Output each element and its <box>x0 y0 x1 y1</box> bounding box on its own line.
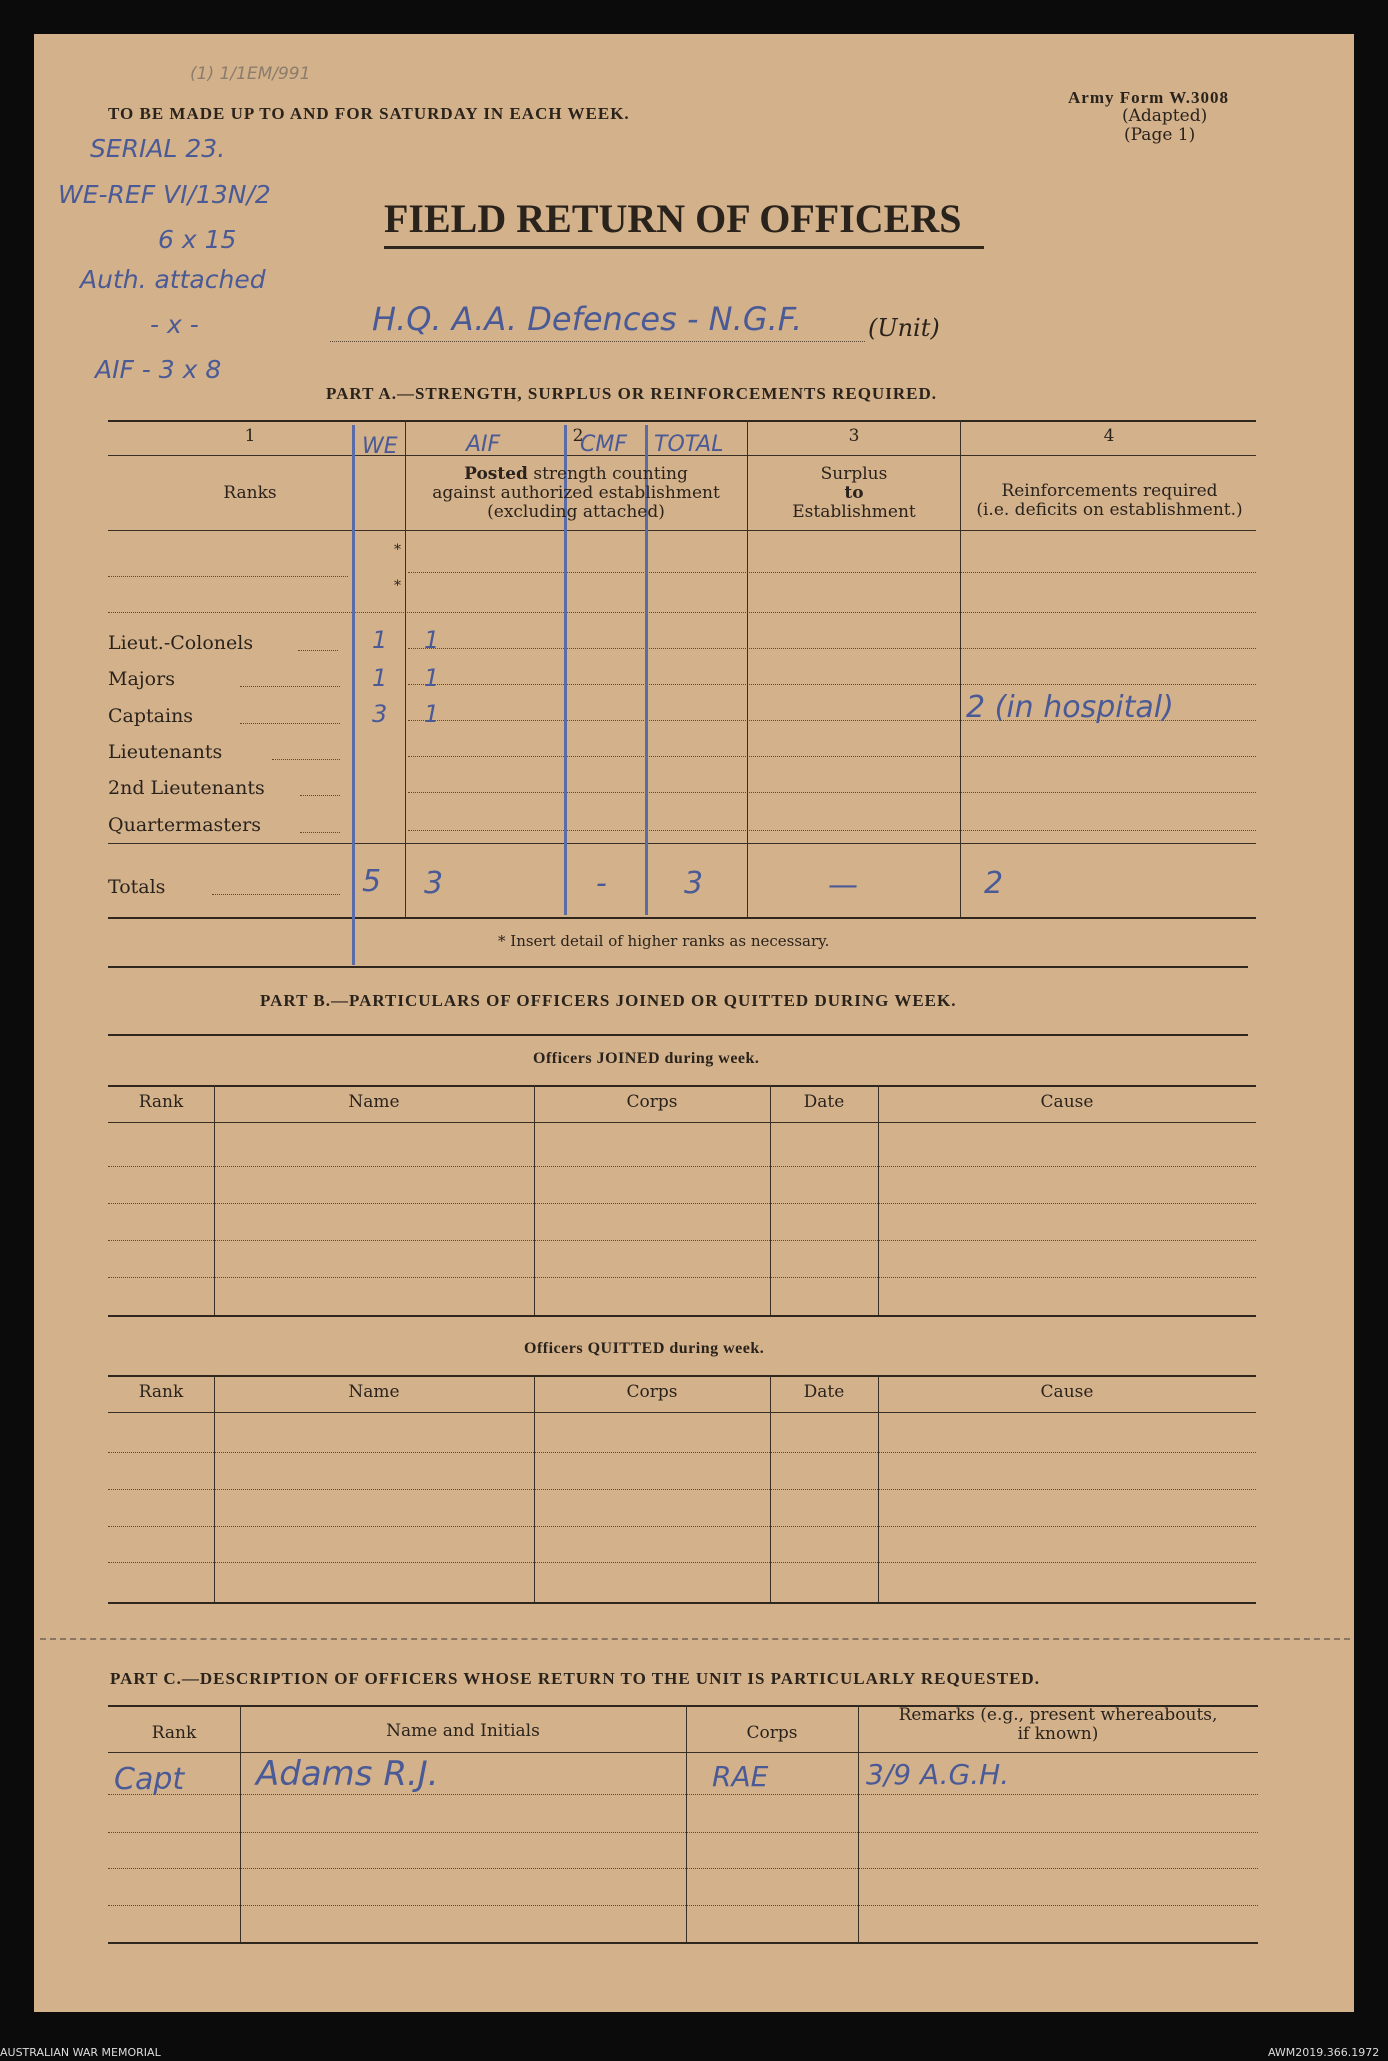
leader-dots <box>212 894 340 895</box>
leader-dots <box>240 686 340 687</box>
totals-aif: 3 <box>424 866 444 901</box>
quitted-row-rule <box>108 1489 1256 1490</box>
joined-table-top <box>108 1085 1256 1087</box>
col-number-4: 4 <box>1103 426 1115 446</box>
surplus-line1: Surplus <box>820 464 888 484</box>
leader-dots <box>298 650 338 651</box>
remarks-line1: Remarks (e.g., present whereabouts, <box>898 1705 1218 1725</box>
joined-row-rule <box>108 1203 1256 1204</box>
posted-line2: against authorized establishment <box>432 483 720 503</box>
part-a-title: PART A.—STRENGTH, SURPLUS OR REINFORCEMENTS REQUIRED. <box>326 384 937 403</box>
perforation-line <box>40 1638 1350 1640</box>
hand-ruled-line <box>352 425 355 965</box>
part-b-top-rule <box>108 1034 1248 1036</box>
leader-dots <box>272 759 340 760</box>
posted-rest: strength counting <box>527 464 688 484</box>
col-ranks-header: Ranks <box>223 483 277 503</box>
part-c-col-divider <box>858 1705 859 1942</box>
remarks-line2: if known) <box>1017 1724 1099 1744</box>
reinf-line2: (i.e. deficits on establishment.) <box>976 500 1243 520</box>
joined-col-cause: Cause <box>1040 1092 1094 1112</box>
joined-col-name: Name <box>348 1092 400 1112</box>
footer-accession: AWM2019.366.1972 <box>1268 2046 1380 2059</box>
joined-table-bottom <box>108 1315 1256 1317</box>
rank-label: Captains <box>108 705 194 727</box>
totals-we: 5 <box>362 864 382 899</box>
quitted-keyword: QUITTED <box>587 1340 665 1357</box>
page-title: FIELD RETURN OF OFFICERS <box>384 196 962 241</box>
col-reinforcements-header <box>963 482 1256 520</box>
form-page-note: (Page 1) <box>1124 125 1196 145</box>
joined-header-rule <box>108 1122 1256 1123</box>
top-scribble: (1) 1/1EM/991 <box>190 64 311 84</box>
reinforcement-note: 2 (in hospital) <box>966 690 1174 725</box>
quitted-row-rule <box>108 1452 1256 1453</box>
joined-col-divider <box>214 1085 215 1315</box>
quitted-col-rank: Rank <box>138 1382 184 1402</box>
aif-value: 1 <box>424 664 440 692</box>
rank-label: Lieut.-Colonels <box>108 632 254 654</box>
part-c-remarks-entry: 3/9 A.G.H. <box>866 1758 1010 1791</box>
leader-dots <box>300 832 340 833</box>
margin-note-x: - x - <box>150 310 199 339</box>
totals-surplus: — <box>828 868 858 903</box>
part-c-name-entry: Adams R.J. <box>256 1754 439 1794</box>
joined-col-divider <box>534 1085 535 1315</box>
quitted-table-bottom <box>108 1602 1256 1604</box>
made-up-instruction: TO BE MADE UP TO AND FOR SATURDAY IN EACH WEEK. <box>108 104 630 123</box>
unit-label: (Unit) <box>868 314 940 342</box>
rank-label: Majors <box>108 668 175 690</box>
hand-head-cmf: CMF <box>580 432 627 457</box>
margin-note-6x15: 6 x 15 <box>158 225 237 254</box>
joined-col-divider <box>770 1085 771 1315</box>
quitted-row-rule <box>108 1526 1256 1527</box>
part-a-top-rule <box>108 420 1256 422</box>
part-a-bottom-rule <box>108 917 1256 919</box>
part-a-header-rule <box>108 530 1256 531</box>
joined-post: during week. <box>660 1050 760 1067</box>
form-adapted-note: (Adapted) <box>1122 106 1208 126</box>
quitted-col-cause: Cause <box>1040 1382 1094 1402</box>
hand-head-total: TOTAL <box>654 432 724 457</box>
part-c-corps-entry: RAE <box>712 1760 769 1793</box>
joined-heading <box>533 1050 759 1068</box>
part-a-body-rule <box>108 843 1256 844</box>
part-c-col-divider <box>686 1705 687 1942</box>
reinf-line1: Reinforcements required <box>1001 481 1218 501</box>
quitted-col-corps: Corps <box>626 1382 678 1402</box>
quitted-table-top <box>108 1375 1256 1377</box>
col-number-1: 1 <box>244 426 256 446</box>
margin-note-serial: SERIAL 23. <box>90 134 226 163</box>
quitted-col-date: Date <box>803 1382 845 1402</box>
aif-value: 1 <box>424 626 440 654</box>
part-a-row-rule <box>408 572 1256 573</box>
col-posted-header <box>408 465 744 522</box>
quitted-pre: Officers <box>524 1340 588 1357</box>
quitted-col-name: Name <box>348 1382 400 1402</box>
part-a-row-rule <box>408 830 1256 831</box>
part-a-row-rule <box>108 612 1256 613</box>
unit-dotted-line <box>330 341 865 342</box>
joined-col-divider <box>878 1085 879 1315</box>
part-c-col-rank: Rank <box>151 1723 197 1743</box>
joined-row-rule <box>108 1240 1256 1241</box>
part-c-header-rule <box>108 1752 1258 1753</box>
quitted-col-divider <box>878 1375 879 1602</box>
we-value: 1 <box>372 626 388 654</box>
margin-note-aif: AIF - 3 x 8 <box>95 355 222 384</box>
part-a-col-divider <box>405 420 406 917</box>
part-c-row-rule <box>108 1905 1258 1906</box>
joined-keyword: JOINED <box>596 1050 661 1067</box>
part-c-row-rule <box>108 1794 1258 1795</box>
part-a-row-rule <box>408 792 1256 793</box>
margin-note-we-ref: WE-REF VI/13N/2 <box>58 180 271 209</box>
hand-head-aif: AIF <box>466 432 501 457</box>
hand-head-we: WE <box>362 434 398 459</box>
col-number-3: 3 <box>848 426 860 446</box>
margin-note-auth: Auth. attached <box>80 265 266 294</box>
part-a-row-rule <box>408 756 1256 757</box>
asterisk-mark: * <box>394 542 401 558</box>
joined-row-rule <box>108 1277 1256 1278</box>
rank-label: Quartermasters <box>108 814 261 836</box>
part-c-title: PART C.—DESCRIPTION OF OFFICERS WHOSE RETURN TO THE UNIT IS PARTICULARLY REQUESTED. <box>110 1669 1040 1688</box>
asterisk-mark: * <box>394 578 401 594</box>
quitted-post: during week. <box>664 1340 765 1357</box>
part-a-row-rule <box>108 576 348 577</box>
quitted-col-divider <box>534 1375 535 1602</box>
part-c-col-remarks <box>858 1706 1258 1744</box>
totals-total: 3 <box>684 866 704 901</box>
col-surplus-header <box>750 465 958 522</box>
part-a-col-divider <box>747 420 748 917</box>
joined-col-corps: Corps <box>626 1092 678 1112</box>
joined-col-rank: Rank <box>138 1092 184 1112</box>
quitted-col-divider <box>214 1375 215 1602</box>
part-c-table-bottom <box>108 1942 1258 1944</box>
posted-line3: (excluding attached) <box>487 502 665 522</box>
quitted-row-rule <box>108 1562 1256 1563</box>
part-a-end-rule <box>108 966 1248 968</box>
part-c-col-corps: Corps <box>746 1723 798 1743</box>
part-a-footnote: * Insert detail of higher ranks as necessary. <box>498 932 830 950</box>
totals-reinforcements: 2 <box>984 866 1004 901</box>
part-a-row-rule <box>408 648 1256 649</box>
totals-label: Totals <box>108 876 166 898</box>
joined-pre: Officers <box>533 1050 597 1067</box>
part-c-col-name: Name and Initials <box>386 1721 540 1741</box>
rank-label: 2nd Lieutenants <box>108 777 265 799</box>
joined-col-date: Date <box>803 1092 845 1112</box>
part-a-col-divider <box>960 420 961 917</box>
we-value: 3 <box>372 700 388 728</box>
part-a-row-rule <box>408 684 1256 685</box>
quitted-header-rule <box>108 1412 1256 1413</box>
unit-handwritten: H.Q. A.A. Defences - N.G.F. <box>372 300 803 338</box>
col-number-2: 2 <box>572 426 584 446</box>
part-c-row-rule <box>108 1868 1258 1869</box>
surplus-line3: Establishment <box>792 502 916 522</box>
quitted-heading <box>524 1340 764 1358</box>
footer-source: AUSTRALIAN WAR MEMORIAL <box>0 2046 161 2059</box>
part-c-row-rule <box>108 1832 1258 1833</box>
joined-row-rule <box>108 1166 1256 1167</box>
leader-dots <box>240 723 340 724</box>
leader-dots <box>300 795 340 796</box>
posted-bold: Posted <box>464 464 528 484</box>
part-b-title: PART B.—PARTICULARS OF OFFICERS JOINED OR QUITTED DURING WEEK. <box>260 991 957 1010</box>
title-underline <box>384 246 984 249</box>
part-c-rank-entry: Capt <box>114 1762 185 1797</box>
quitted-col-divider <box>770 1375 771 1602</box>
we-value: 1 <box>372 664 388 692</box>
totals-cmf: - <box>596 866 607 901</box>
rank-label: Lieutenants <box>108 741 223 763</box>
aif-value: 1 <box>424 700 440 728</box>
part-c-col-divider <box>240 1705 241 1942</box>
surplus-line2: to <box>844 483 864 503</box>
army-form-number: Army Form W.3008 <box>1068 88 1229 107</box>
